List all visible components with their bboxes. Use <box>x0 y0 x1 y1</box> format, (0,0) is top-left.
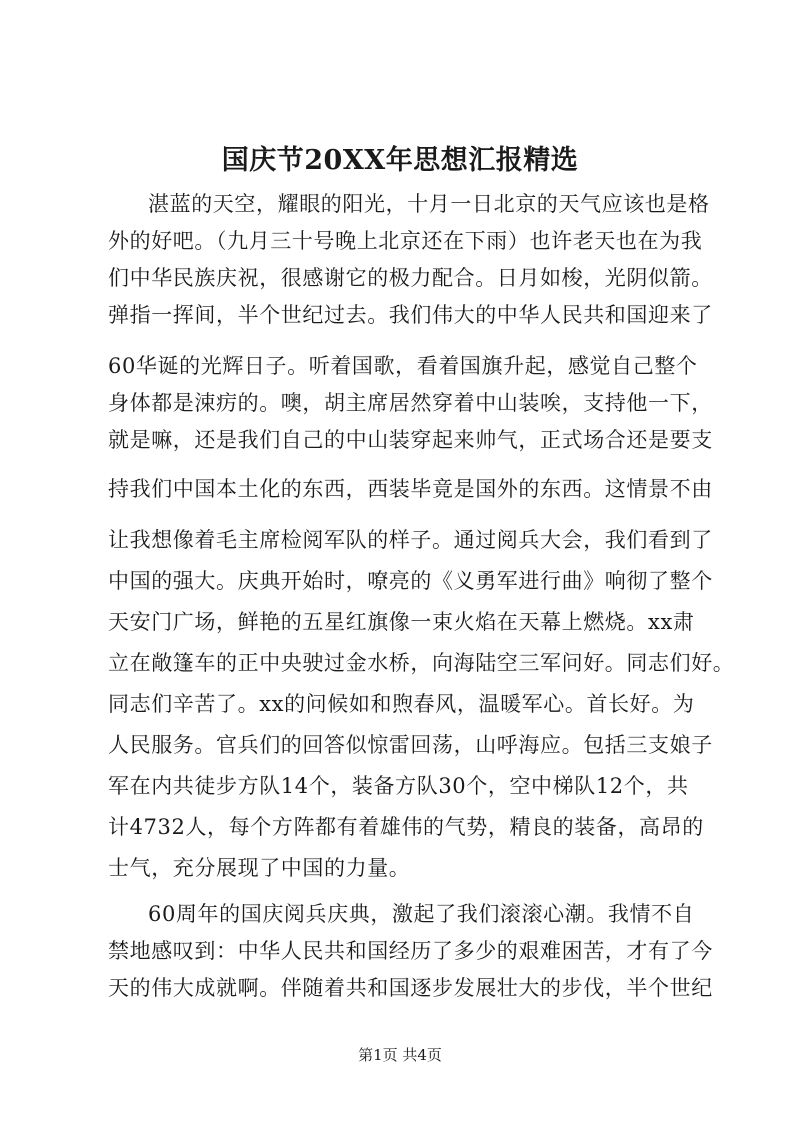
body-line: 中国的强大。庆典开始时，嘹亮的《义勇军进行曲》响彻了整个 <box>108 569 713 593</box>
body-line: 让我想像着毛主席检阅军队的样子。通过阅兵大会，我们看到了 <box>108 528 713 552</box>
body-line: 禁地感叹到：中华人民共和国经历了多少的艰难困苦，才有了今 <box>108 939 713 963</box>
body-line: 人民服务。官兵们的回答似惊雷回荡，山呼海应。包括三支娘子 <box>108 733 713 757</box>
page-footer: 第1页 共4页 <box>358 1046 442 1064</box>
body-line: 弹指一挥间，半个世纪过去。我们伟大的中华人民共和国迎来了 <box>108 303 713 327</box>
document-title: 国庆节20XX年思想汇报精选 <box>221 145 579 176</box>
body-line: 持我们中国本土化的东西，西装毕竟是国外的东西。这情景不由 <box>108 477 713 501</box>
body-line: 60周年的国庆阅兵庆典，激起了我们滚滚心潮。我情不自 <box>148 902 695 926</box>
body-line: 天的伟大成就啊。伴随着共和国逐步发展壮大的步伐，半个世纪 <box>108 976 713 1000</box>
body-line: 就是嘛，还是我们自己的中山装穿起来帅气，正式场合还是要支 <box>108 428 713 452</box>
body-line: 们中华民族庆祝，很感谢它的极力配合。日月如梭，光阴似箭。 <box>108 266 713 290</box>
body-line: 外的好吧。（九月三十号晚上北京还在下雨）也许老天也在为我 <box>108 229 703 253</box>
body-line: 湛蓝的天空，耀眼的阳光，十月一日北京的天气应该也是格 <box>148 192 710 216</box>
body-line: 天安门广场，鲜艳的五星红旗像一束火焰在天幕上燃烧。xx肃 <box>108 610 695 634</box>
body-line: 身体都是涑疠的。噢，胡主席居然穿着中山装唉，支持他一下， <box>108 391 713 415</box>
body-line: 士气，充分展现了中国的力量。 <box>108 856 411 880</box>
body-line: 60华诞的光辉日子。听着国歌，看着国旗升起，感觉自己整个 <box>108 354 698 378</box>
body-line: 同志们辛苦了。xx的问候如和煦春风，温暖军心。首长好。为 <box>108 692 695 716</box>
body-line: 计4732人，每个方阵都有着雄伟的气势，精良的装备，高昂的 <box>108 815 704 839</box>
body-line: 军在内共徒步方队14个，装备方队30个，空中梯队12个，共 <box>108 774 689 798</box>
body-line: 立在敞篷车的正中央驶过金水桥，向海陆空三军问好。同志们好。 <box>108 651 735 675</box>
